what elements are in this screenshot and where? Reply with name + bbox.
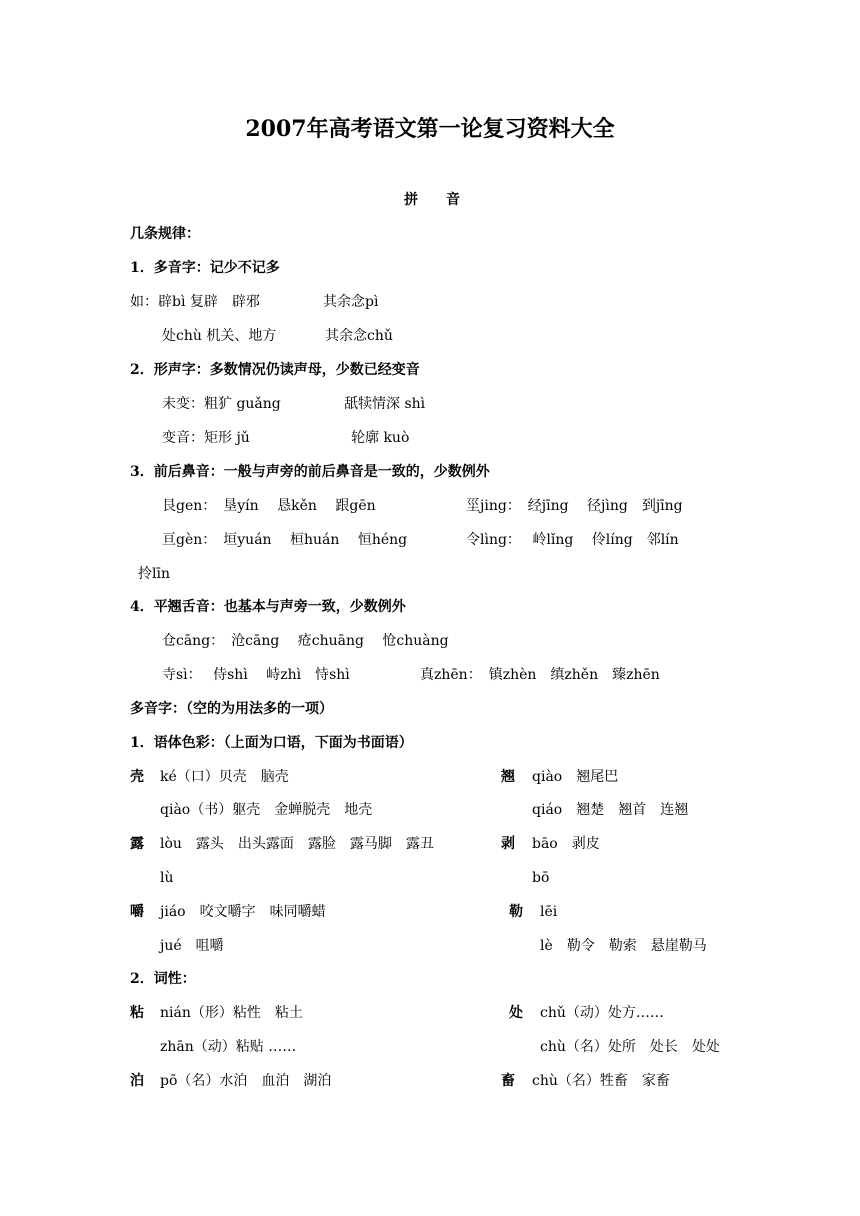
rule3-example-3: 拎līn <box>138 566 170 582</box>
entry-reading: chù（名）处所 处长 处处 <box>540 1039 720 1055</box>
rule3-example-1b: 坙jing： 经jīng 径jìng 到jīng <box>466 498 683 514</box>
entry-reading: zhān（动）粘贴 …… <box>160 1039 297 1055</box>
rule4-example-2: 寺sì： 侍shì 峙zhì 恃shì <box>162 667 350 683</box>
rule1-example-2: 处chù 机关、地方 <box>162 328 277 344</box>
entry-char: 露 <box>130 836 144 852</box>
entry-char: 嚼 <box>130 904 144 920</box>
rule2-example-2b: 轮廓 kuò <box>351 430 410 446</box>
entry-reading: bāo 剥皮 <box>532 836 600 852</box>
entry-char: 壳 <box>130 769 144 785</box>
rule4-example-1: 仓cāng： 沧cāng 疮chuāng 怆chuàng <box>162 633 449 649</box>
entry-reading: bō <box>532 870 550 886</box>
rule3-example-2b: 令lìng： 岭lǐng 伶líng 邻lín <box>466 532 679 548</box>
entry-reading: qiào 翘尾巴 <box>532 769 619 785</box>
rule3-example-2: 亘gèn： 垣yuán 桓huán 恒héng <box>162 532 408 548</box>
entry-char: 处 <box>509 1005 523 1021</box>
entry-reading: qiáo 翘楚 翘首 连翘 <box>532 802 689 818</box>
rules-heading: 几条规律： <box>130 226 200 242</box>
entry-reading: lù <box>160 870 174 886</box>
entry-reading: chù（名）牲畜 家畜 <box>532 1073 670 1089</box>
entry-reading: ké（口）贝壳 脑壳 <box>160 769 289 785</box>
rule4-example-2b: 真zhēn： 镇zhèn 缜zhěn 臻zhēn <box>420 667 660 683</box>
entry-char: 翘 <box>501 769 515 785</box>
style-heading: 1．语体色彩：（上面为口语，下面为书面语） <box>130 735 413 751</box>
entry-char: 泊 <box>130 1073 144 1089</box>
entry-reading: chǔ（动）处方…… <box>540 1005 664 1021</box>
entry-reading: lòu 露头 出头露面 露脸 露马脚 露丑 <box>160 836 434 852</box>
polyphonic-heading: 多音字：（空的为用法多的一项） <box>130 701 333 717</box>
rule2-example-2: 变音：矩形 jǔ <box>162 430 250 446</box>
entry-reading: jiáo 咬文嚼字 味同嚼蜡 <box>160 904 326 920</box>
rule1-example-1: 如：辟bì 复辟 辟邪 <box>130 294 260 310</box>
rule4-heading: 4．平翘舌音：也基本与声旁一致，少数例外 <box>130 599 406 615</box>
rule2-heading: 2．形声字：多数情况仍读声母，少数已经变音 <box>130 362 420 378</box>
entry-reading: qiào（书）躯壳 金蝉脱壳 地壳 <box>160 802 373 818</box>
rule1-example-2-note: 其余念chǔ <box>325 328 393 344</box>
entry-reading: nián（形）粘性 粘土 <box>160 1005 303 1021</box>
entry-reading: lè 勒令 勒索 悬崖勒马 <box>540 938 707 954</box>
rule2-example-1b: 舐犊情深 shì <box>344 396 426 412</box>
entry-reading: lēi <box>540 904 558 920</box>
pos-heading: 2．词性： <box>130 971 196 987</box>
entry-reading: jué 咀嚼 <box>160 938 224 954</box>
rule1-heading: 1．多音字：记少不记多 <box>130 260 280 276</box>
entry-char: 畜 <box>501 1073 515 1089</box>
entry-char: 剥 <box>501 836 515 852</box>
entry-reading: pō（名）水泊 血泊 湖泊 <box>160 1073 332 1089</box>
section-heading: 拼 音 <box>404 192 460 208</box>
rule3-heading: 3．前后鼻音：一般与声旁的前后鼻音是一致的，少数例外 <box>130 464 490 480</box>
rule1-example-1-note: 其余念pì <box>323 294 379 310</box>
entry-char: 勒 <box>509 904 523 920</box>
entry-char: 粘 <box>130 1005 144 1021</box>
page-title: 2007年高考语文第一论复习资料大全 <box>245 116 615 142</box>
rule3-example-1: 艮gen： 垦yín 恳kěn 跟gēn <box>162 498 376 514</box>
rule2-example-1: 未变：粗犷 guǎng <box>162 396 281 412</box>
